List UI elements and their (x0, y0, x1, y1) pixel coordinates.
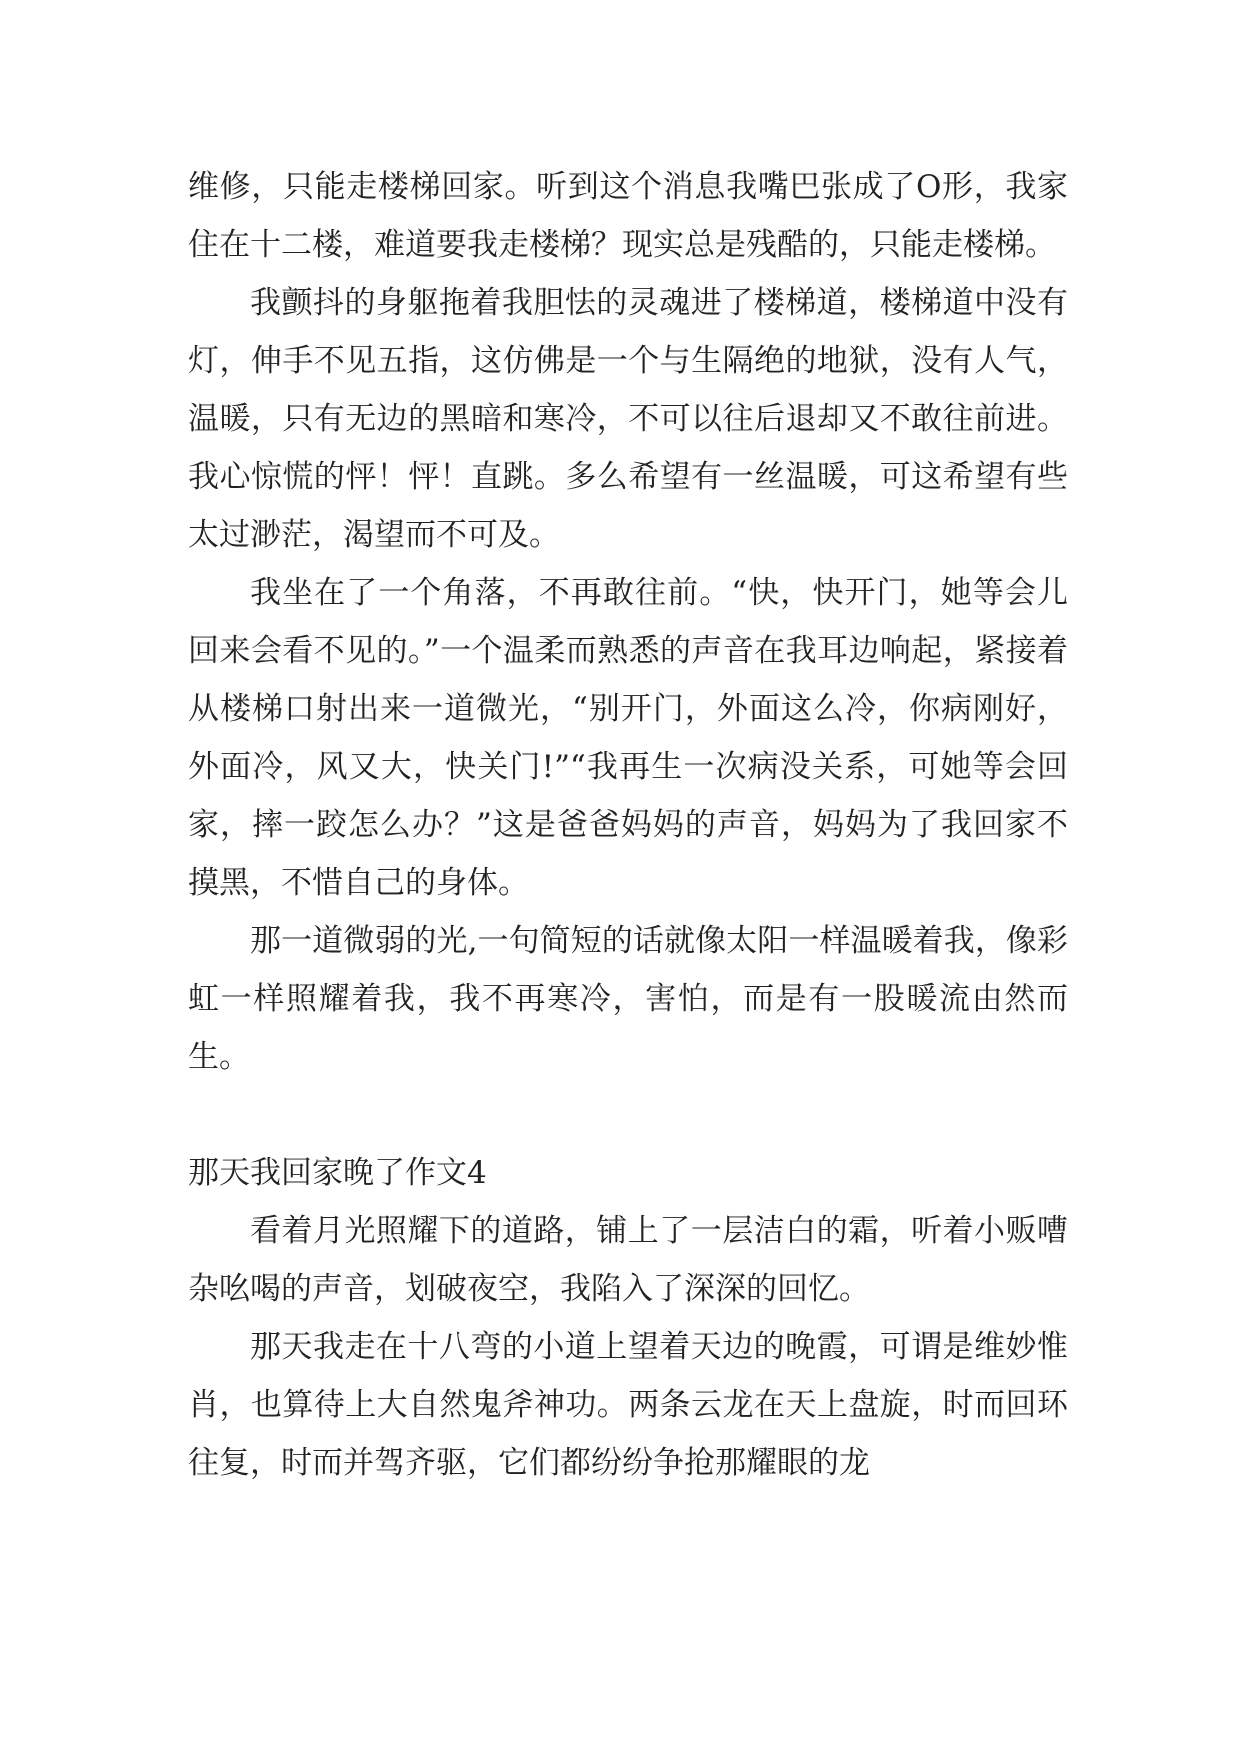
paragraph-6: 那天我走在十八弯的小道上望着天边的晚霞，可谓是维妙惟肖，也算待上大自然鬼斧神功。两条云龙在天上盘旋，时而回环往复，时而并驾齐驱，它们都纷纷争抢那耀眼的龙 (188, 1329, 1068, 1481)
essay-body (188, 158, 1068, 1492)
paragraph-4: 那一道微弱的光,一句简短的话就像太阳一样温暖着我，像彩虹一样照耀着我，我不再寒冷，害怕，而是有一股暖流由然而生。 (188, 923, 1068, 1075)
paragraph-5: 看着月光照耀下的道路，铺上了一层洁白的霜，听着小贩嘈杂吆喝的声音，划破夜空，我陷入了深深的回忆。 (188, 1213, 1068, 1307)
paragraph-1: 维修，只能走楼梯回家。听到这个消息我嘴巴张成了O形，我家住在十二楼，难道要我走楼梯？现实总是残酷的，只能走楼梯。 (188, 169, 1068, 263)
section-heading: 那天我回家晚了作文4 (188, 1155, 487, 1191)
paragraph-2: 我颤抖的身躯拖着我胆怯的灵魂进了楼梯道，楼梯道中没有灯，伸手不见五指，这仿佛是一个与生隔绝的地狱，没有人气，温暖，只有无边的黑暗和寒冷，不可以往后退却又不敢往前进。我心惊慌的怦！怦！直跳。多么希望有一丝温暖，可这希望有些太过渺茫，渴望而不可及。 (188, 285, 1068, 553)
section-spacer (188, 1086, 1068, 1144)
paragraph-3: 我坐在了一个角落，不再敢往前。“快，快开门，她等会儿回来会看不见的。”一个温柔而熟悉的声音在我耳边响起，紧接着从楼梯口射出来一道微光，“别开门，外面这么冷，你病刚好，外面冷，风又大，快关门!”“我再生一次病没关系，可她等会回家，摔一跤怎么办？”这是爸爸妈妈的声音，妈妈为了我回家不摸黑，不惜自己的身体。 (188, 575, 1068, 901)
